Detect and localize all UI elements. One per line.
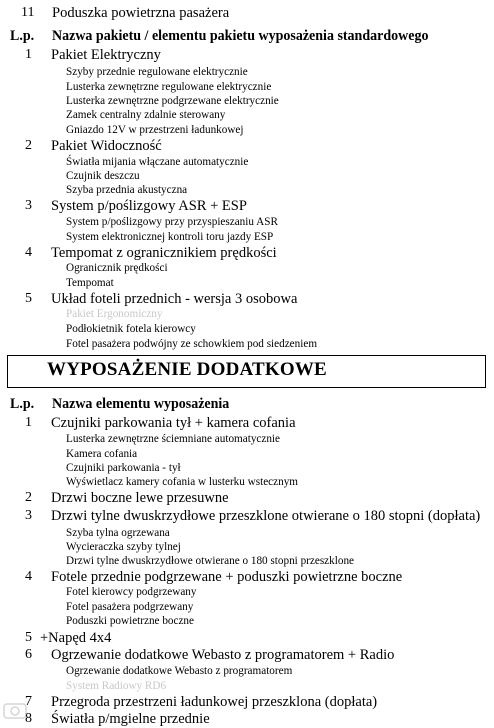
package-element: Tempomat — [66, 277, 114, 289]
package-element: Ogranicznik prędkości — [66, 262, 168, 274]
package-title: Pakiet Widoczność — [51, 138, 162, 154]
item-number: 7 — [25, 694, 32, 709]
equipment-title: Przegroda przestrzeni ładunkowej przeszklona (dopłata) — [51, 694, 378, 710]
equipment-element: Lusterka zewnętrzne ściemniane automatycznie — [66, 433, 281, 445]
equipment-title: Drzwi boczne lewe przesuwne — [51, 490, 229, 506]
package-title: Tempomat z ogranicznikiem prędkości — [51, 245, 277, 261]
item-number: 8 — [25, 711, 32, 726]
package-element-faded: Pakiet Ergonomiczny — [66, 308, 163, 320]
column-header-name: Nazwa pakietu / elementu pakietu wyposażenia standardowego — [52, 28, 429, 45]
watermark-icon — [2, 700, 28, 722]
equipment-element: Szyba tylna ogrzewana — [66, 527, 170, 539]
section-banner — [7, 355, 486, 388]
section-title: WYPOSAŻENIE DODATKOWE — [47, 359, 327, 380]
equipment-element: Ogrzewanie dodatkowe Webasto z programatorem — [66, 665, 293, 677]
equipment-element: Wyświetlacz kamery cofania w lusterku wstecznym — [66, 476, 298, 488]
item-number: 3 — [25, 508, 32, 523]
item-number: 1 — [25, 415, 32, 430]
package-element: Fotel pasażera podwójny ze schowkiem pod siedzeniem — [66, 338, 318, 350]
item-number: 4 — [25, 569, 32, 584]
package-element: Lusterka zewnętrzne regulowane elektrycznie — [66, 81, 272, 93]
item-number: 2 — [25, 138, 32, 153]
package-element: Czujnik deszczu — [66, 170, 140, 182]
item-number: 6 — [25, 647, 32, 662]
equipment-element-faded: System Radiowy RD6 — [66, 680, 167, 692]
package-title: System p/poślizgowy ASR + ESP — [51, 198, 247, 214]
item-number: 4 — [25, 245, 32, 260]
package-element: Szyby przednie regulowane elektrycznie — [66, 66, 248, 78]
column-header-name: Nazwa elementu wyposażenia — [52, 396, 230, 413]
item-label: Poduszka powietrzna pasażera — [52, 5, 230, 21]
equipment-element: Drzwi tylne dwuskrzydłowe otwierane o 180 stopni przeszklone — [66, 555, 355, 567]
package-element: Szyba przednia akustyczna — [66, 184, 188, 196]
item-number: 3 — [25, 198, 32, 213]
item-number: 11 — [21, 5, 35, 20]
equipment-title: +Napęd 4x4 — [40, 630, 112, 646]
equipment-element: Fotel pasażera podgrzewany — [66, 601, 194, 613]
equipment-title: Ogrzewanie dodatkowe Webasto z programatorem + Radio — [51, 647, 395, 663]
package-element: Zamek centralny zdalnie sterowany — [66, 109, 226, 121]
equipment-element: Fotel kierowcy podgrzewany — [66, 586, 197, 598]
package-title: Pakiet Elektryczny — [51, 47, 161, 63]
package-element: Podłokietnik fotela kierowcy — [66, 323, 196, 335]
package-element: Lusterka zewnętrzne podgrzewane elektrycznie — [66, 95, 279, 107]
column-header-lp: L.p. — [10, 396, 35, 413]
package-element: System elektronicznej kontroli toru jazdy ESP — [66, 231, 274, 243]
equipment-element: Kamera cofania — [66, 448, 138, 460]
equipment-title: Fotele przednie podgrzewane + poduszki powietrzne boczne — [51, 569, 403, 585]
equipment-element: Czujniki parkowania - tył — [66, 462, 181, 474]
package-title: Układ foteli przednich - wersja 3 osobowa — [51, 291, 298, 307]
equipment-element: Poduszki powietrzne boczne — [66, 615, 194, 627]
equipment-title: Czujniki parkowania tył + kamera cofania — [51, 415, 296, 431]
item-number: 5 — [25, 630, 32, 645]
package-element: Światła mijania włączane automatycznie — [66, 156, 249, 168]
package-element: System p/poślizgowy przy przyspieszaniu ASR — [66, 216, 278, 228]
item-number: 1 — [25, 47, 32, 62]
package-element: Gniazdo 12V w przestrzeni ładunkowej — [66, 124, 244, 136]
equipment-title: Światła p/mgielne przednie — [51, 711, 210, 727]
item-number: 2 — [25, 490, 32, 505]
item-number: 5 — [25, 291, 32, 306]
equipment-element: Wycieraczka szyby tylnej — [66, 541, 181, 553]
column-header-lp: L.p. — [10, 28, 35, 45]
equipment-title: Drzwi tylne dwuskrzydłowe przeszklone otwierane o 180 stopni (dopłata) — [51, 508, 481, 524]
